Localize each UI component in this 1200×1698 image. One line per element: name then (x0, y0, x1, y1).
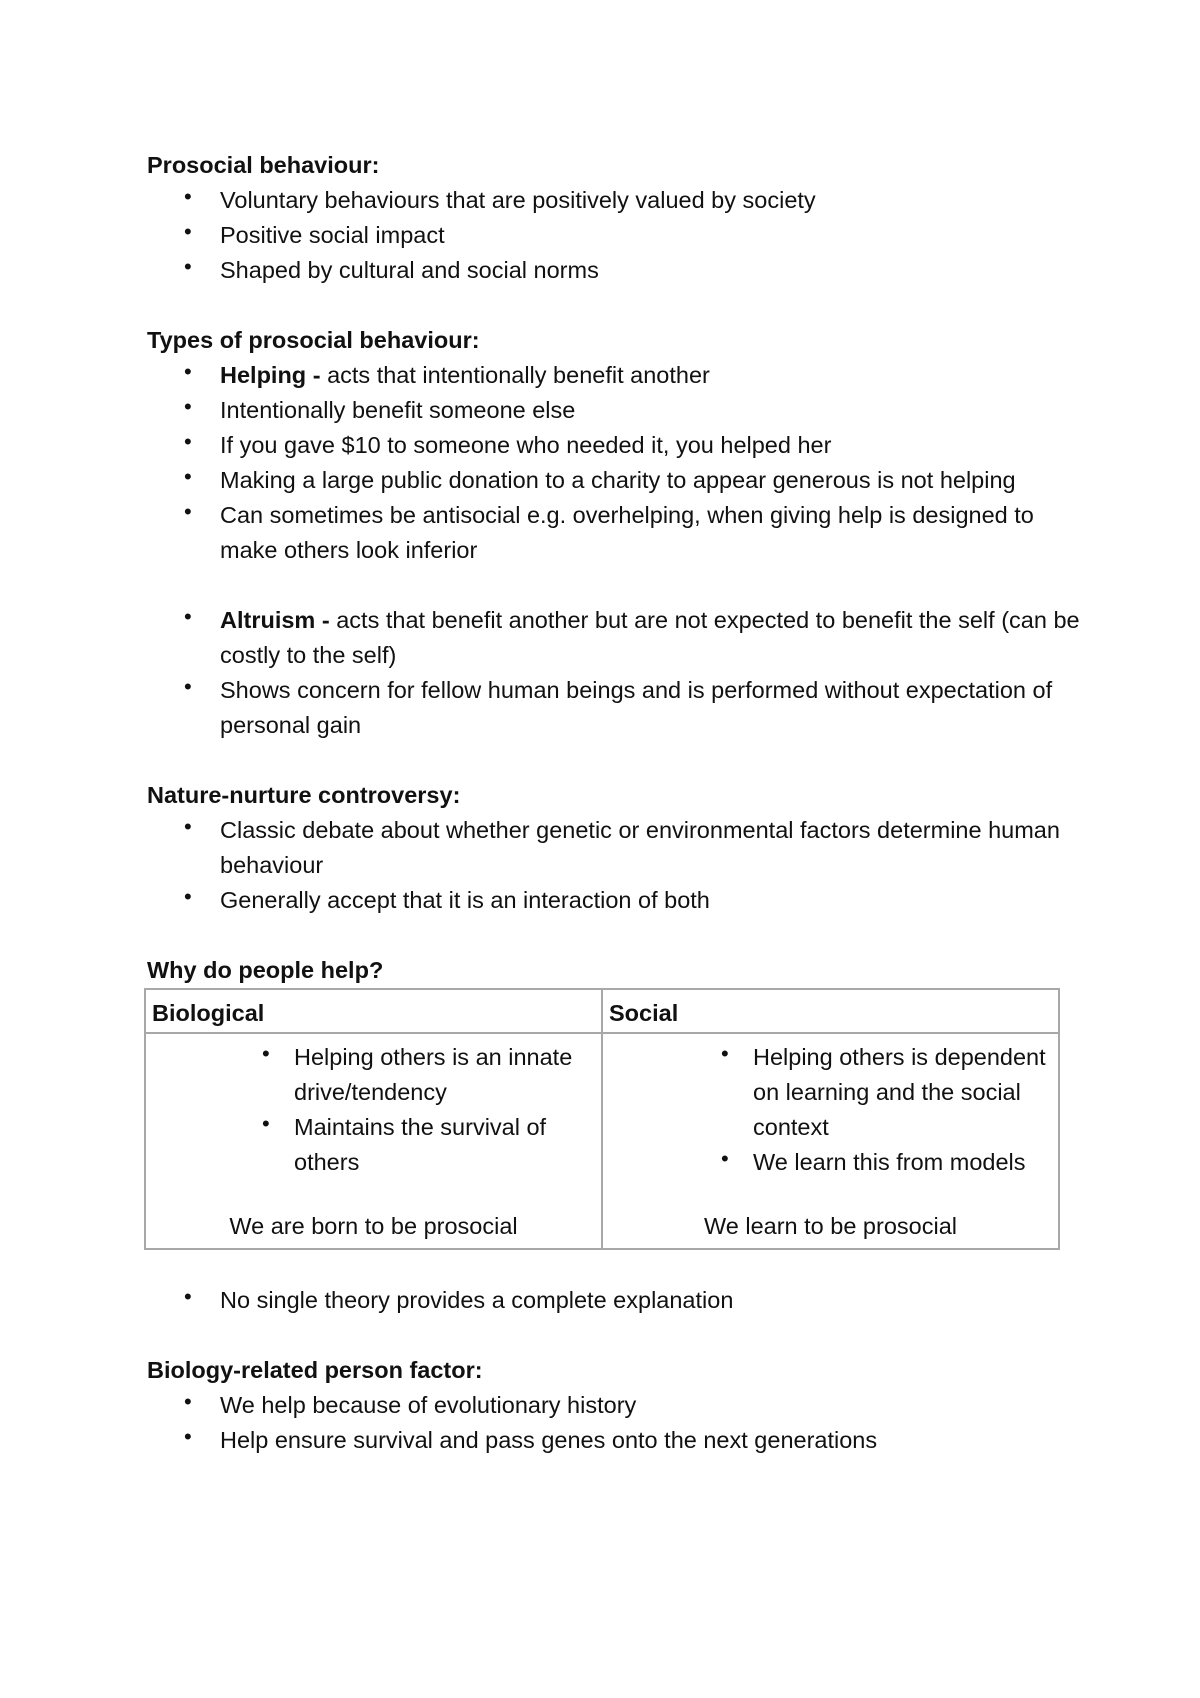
table-header-social: Social (602, 989, 1059, 1033)
list-item: • Help ensure survival and pass genes onto the next generations (147, 1423, 1080, 1458)
term-helping: Helping - (220, 362, 321, 388)
list-item: • Intentionally benefit someone else (147, 393, 1080, 428)
list-item: • If you gave $10 to someone who needed it, you helped her (147, 428, 1080, 463)
spacer (147, 568, 1080, 603)
spacer (147, 288, 1080, 323)
altruism-definition: acts that benefit another but are not expected to benefit the self (can be costly to the self) (220, 607, 1080, 668)
list-item: • We learn this from models (611, 1145, 1050, 1180)
social-list (611, 1040, 1050, 1180)
list-item: • Maintains the survival of others (154, 1110, 593, 1180)
list-item: • Positive social impact (147, 218, 1080, 253)
heading-types-of-prosocial-behaviour: Types of prosocial behaviour: (147, 327, 480, 353)
list-item: • Classic debate about whether genetic or environmental factors determine human behaviour (147, 813, 1080, 883)
biology-list (147, 1388, 1080, 1458)
list-item: • Voluntary behaviours that are positively valued by society (147, 183, 1080, 218)
list-item: • Shows concern for fellow human beings and is performed without expectation of personal gain (147, 673, 1080, 743)
spacer (147, 743, 1080, 778)
helping-list (147, 358, 1080, 568)
helping-definition: acts that intentionally benefit another (327, 362, 710, 388)
heading-nature-nurture-controversy: Nature-nurture controversy: (147, 782, 461, 808)
spacer (147, 1318, 1080, 1353)
heading-why-do-people-help: Why do people help? (147, 957, 384, 983)
table-cell-social (602, 1033, 1059, 1249)
table-cell-biological (145, 1033, 602, 1249)
biological-social-table (144, 988, 1060, 1250)
list-item-helping-definition (147, 358, 1080, 393)
list-item: • Helping others is dependent on learning and the social context (611, 1040, 1050, 1145)
after-table-list (147, 1283, 1080, 1318)
term-altruism: Altruism - (220, 607, 330, 633)
list-item-altruism-definition (147, 603, 1080, 673)
table-header-row (145, 989, 1059, 1033)
list-item: • Making a large public donation to a charity to appear generous is not helping (147, 463, 1080, 498)
altruism-list (147, 603, 1080, 743)
biological-summary: We are born to be prosocial (229, 1213, 518, 1239)
list-item: • We help because of evolutionary history (147, 1388, 1080, 1423)
spacer (147, 1250, 1080, 1283)
spacer (147, 918, 1080, 953)
heading-prosocial-behaviour: Prosocial behaviour: (147, 152, 380, 178)
list-item: • Helping others is an innate drive/tendency (154, 1040, 593, 1110)
table-header-biological: Biological (145, 989, 602, 1033)
biological-list (154, 1040, 593, 1180)
list-item: • No single theory provides a complete explanation (147, 1283, 1080, 1318)
social-summary: We learn to be prosocial (704, 1213, 957, 1239)
nature-list (147, 813, 1080, 918)
list-item: • Shaped by cultural and social norms (147, 253, 1080, 288)
list-item: • Generally accept that it is an interaction of both (147, 883, 1080, 918)
list-item: • Can sometimes be antisocial e.g. overhelping, when giving help is designed to make others look inferior (147, 498, 1080, 568)
prosocial-list (147, 183, 1080, 288)
heading-biology-related-person-factor: Biology-related person factor: (147, 1357, 483, 1383)
table-row (145, 1033, 1059, 1249)
